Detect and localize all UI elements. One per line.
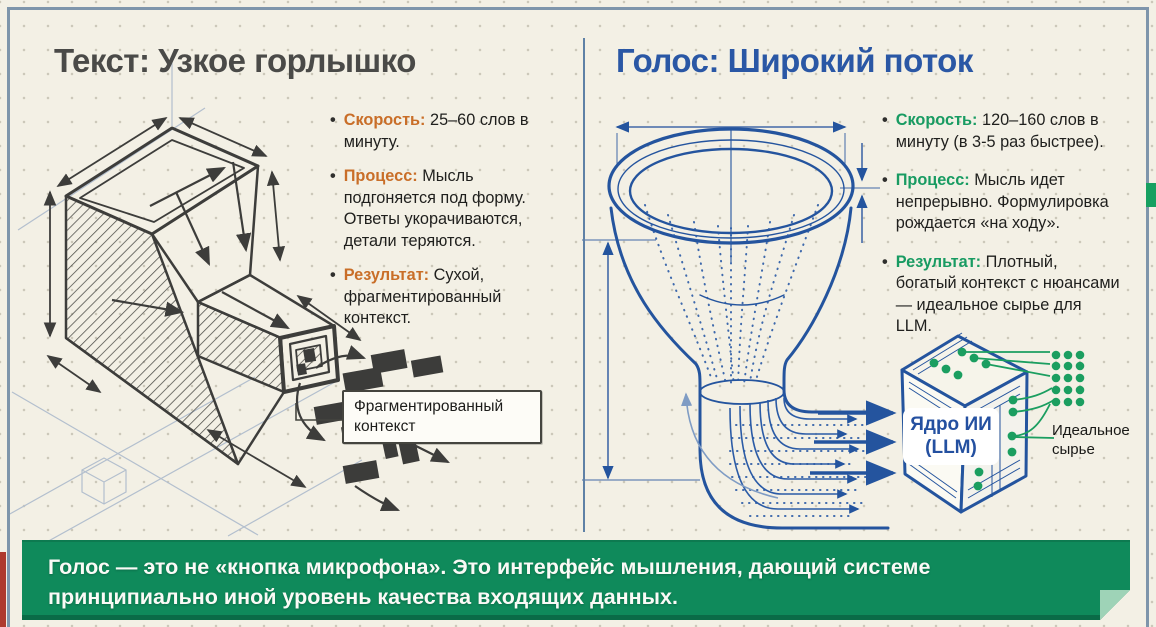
bullet-label: Результат: xyxy=(343,266,430,284)
bullet-text: Сухой, фрагментированный контекст. xyxy=(343,266,502,327)
bullet-text: Мысль идет непрерывно. Формулировка рождается «на ходу». xyxy=(895,171,1109,232)
data-dots-grid xyxy=(1052,351,1085,407)
left-edge-red-strip xyxy=(0,552,6,627)
llm-core-label-line2: (LLM) xyxy=(925,437,977,458)
right-edge-green-tab xyxy=(1146,183,1156,207)
bullet-icon: • xyxy=(330,111,336,129)
bullet-text: 25–60 слов в минуту. xyxy=(343,111,529,151)
left-panel-title: Текст: Узкое горлышко xyxy=(54,42,416,79)
bullet-icon: • xyxy=(882,111,888,129)
list-item xyxy=(330,110,570,153)
funnel-dotted-streams xyxy=(645,205,868,516)
bullet-text: Мысль подгоняется под форму. Ответы укорачиваются, детали теряются. xyxy=(343,167,526,250)
banner-line2: принципиально иной уровень качества входящих данных. xyxy=(48,585,678,609)
banner-line1: Голос — это не «кнопка микрофона». Это интерфейс мышления, дающий системе xyxy=(48,555,931,579)
fragmented-context-callout: Фрагментированный контекст xyxy=(342,390,542,444)
bullet-icon: • xyxy=(330,167,336,185)
list-item xyxy=(882,110,1122,153)
summary-banner xyxy=(22,540,1130,620)
llm-core-label xyxy=(903,408,999,465)
page-fold-icon xyxy=(1100,590,1130,620)
list-item xyxy=(882,252,1122,338)
list-item xyxy=(882,170,1122,235)
bullet-label: Результат: xyxy=(895,252,982,271)
right-panel-title: Голос: Широкий поток xyxy=(616,42,973,79)
construction-guides xyxy=(8,56,362,540)
bullet-icon: • xyxy=(882,171,888,189)
list-item xyxy=(330,265,570,330)
left-bullet-list xyxy=(330,110,570,343)
fold-flap xyxy=(1100,590,1130,620)
ideal-raw-material-label: Идеальное сырье xyxy=(1052,422,1130,458)
bullet-label: Процесс: xyxy=(343,167,418,185)
list-item xyxy=(330,166,570,252)
bullet-text: 120–160 слов в минуту (в 3-5 раз быстрее). xyxy=(895,111,1104,151)
bullet-icon: • xyxy=(330,266,336,284)
panel-divider xyxy=(583,38,585,532)
bullet-text: Плотный, богатый контекст с нюансами — идеальное сырье для LLM. xyxy=(895,252,1120,335)
right-bullet-list xyxy=(882,110,1122,355)
bullet-label: Скорость: xyxy=(343,111,426,129)
bullet-label: Процесс: xyxy=(895,171,970,189)
llm-core-label-line1: Ядро ИИ xyxy=(910,414,992,435)
bullet-icon: • xyxy=(882,252,888,271)
bullet-label: Скорость: xyxy=(895,111,978,129)
